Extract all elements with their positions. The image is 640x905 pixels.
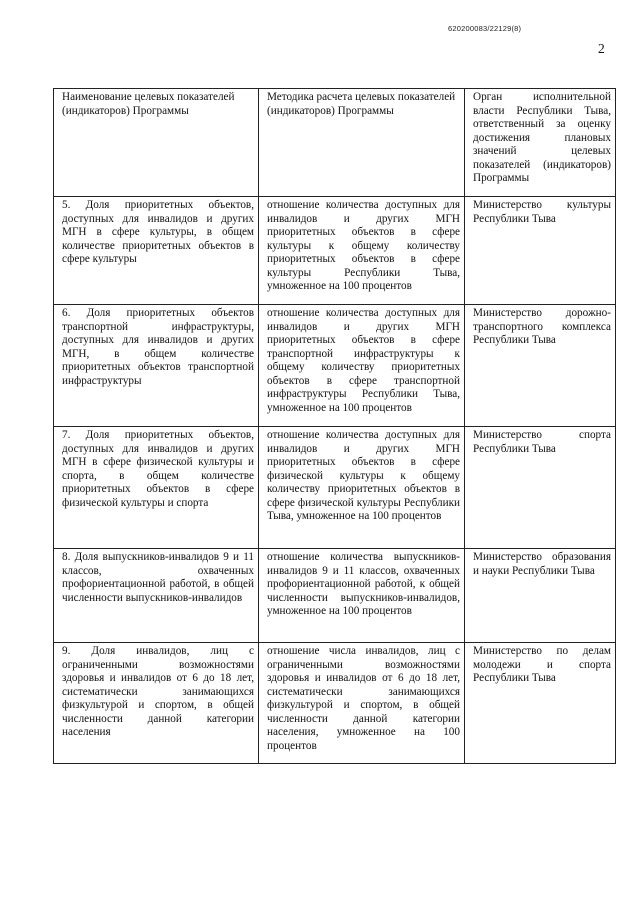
method-cell: отношение количества доступных для инвалидов и других МГН приоритетных объектов в сфере физической культуры к общему количеству приоритетных объектов в сфере физической культуры Республики Тыва, умноженное на 100 процентов [259,427,465,549]
indicators-table [53,88,616,764]
header-indicator-name: Наименование целевых показателей (индикаторов) Программы [54,89,259,197]
method-cell: отношение количества выпускников-инвалидов 9 и 11 классов, охваченных профориентационной работой, к общей численности выпускников-инвалидов, умноженное на 100 процентов [259,549,465,643]
method-cell: отношение количества доступных для инвалидов и других МГН приоритетных объектов в сфере культуры к общему количеству приоритетных объектов в сфере культуры Республики Тыва, умноженное на 100 процентов [259,197,465,305]
page-number: 2 [598,41,605,56]
header-calculation-method: Методика расчета целевых показателей (индикаторов) Программы [259,89,465,197]
table-row [54,549,616,643]
indicator-cell: 8. Доля выпускников-инвалидов 9 и 11 классов, охваченных профориентационной работой, в общей численности выпускников-инвалидов [54,549,259,643]
header-responsible-authority: Орган исполнительной власти Республики Тыва, ответственный за оценку достижения плановых значений целевых показателей (индикаторов) Программы [465,89,616,197]
table-row [54,305,616,427]
indicator-cell: 5. Доля приоритетных объектов, доступных для инвалидов и других МГН в сфере культуры, в общем количестве приоритетных объектов в сфере культуры [54,197,259,305]
indicator-cell: 6. Доля приоритетных объектов транспортной инфраструктуры, доступных для инвалидов и других МГН, в общем количестве приоритетных объектов транспортной инфраструктуры [54,305,259,427]
indicator-cell: 9. Доля инвалидов, лиц с ограниченными возможностями здоровья и инвалидов от 6 до 18 лет, систематически занимающихся физкультурой и спортом, в общей численности данной категории населения [54,643,259,764]
authority-cell: Министерство культуры Республики Тыва [465,197,616,305]
authority-cell: Министерство спорта Республики Тыва [465,427,616,549]
table-header-row [54,89,616,197]
indicator-cell: 7. Доля приоритетных объектов, доступных для инвалидов и других МГН в сфере физической культуры и спорта, в общем количестве приоритетных объектов в сфере физической культуры и спорта [54,427,259,549]
table-row [54,427,616,549]
authority-cell: Министерство образования и науки Республики Тыва [465,549,616,643]
method-cell: отношение числа инвалидов, лиц с ограниченными возможностями здоровья и инвалидов от 6 до 18 лет, систематически занимающихся физкультурой и спортом, в общей численности данной категории населения, умноженное на 100 процентов [259,643,465,764]
table-row [54,643,616,764]
method-cell: отношение количества доступных для инвалидов и других МГН приоритетных объектов в сфере транспортной инфраструктуры к общему количеству приоритетных объектов в сфере транспортной инфраструктуры Республики Тыва, умноженное на 100 процентов [259,305,465,427]
document-code: 620200083/22129(8) [448,24,522,33]
authority-cell: Министерство дорожно-транспортного комплекса Республики Тыва [465,305,616,427]
table-row [54,197,616,305]
authority-cell: Министерство по делам молодежи и спорта Республики Тыва [465,643,616,764]
